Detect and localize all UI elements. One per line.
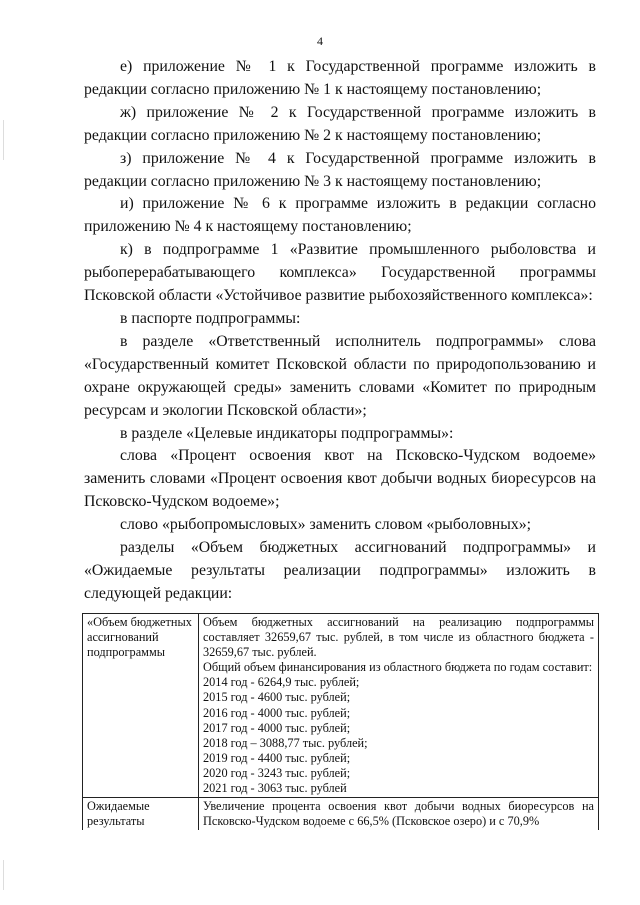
expected-results-label-cell: Ожидаемые результаты xyxy=(83,798,199,831)
paragraph-item-k: к) в подпрограмме 1 «Развитие промышленного рыболовства и рыбоперерабатывающего комплекса» Государственной программы Псковской области «Устойчивое развитие рыбохозяйственного комплекса»: xyxy=(84,241,596,305)
page-number: 4 xyxy=(317,34,323,48)
table-row-budget xyxy=(83,614,599,798)
budget-label-cell: «Объем бюджетных ассигнований подпрограммы xyxy=(83,614,199,798)
budget-yearly-intro: Общий объем финансирования из областного бюджета по годам составит: xyxy=(203,660,593,675)
budget-year-2015: 2015 год - 4600 тыс. рублей; xyxy=(203,690,351,705)
budget-year-2018: 2018 год – 3088,77 тыс. рублей; xyxy=(203,735,368,750)
budget-year-2014: 2014 год - 6264,9 тыс. рублей; xyxy=(203,675,360,690)
budget-total-text: Объем бюджетных ассигнований на реализацию подпрограммы составляет 32659,67 тыс. рублей, в том числе из областного бюджета - 32659,67 тыс. рублей. xyxy=(203,615,594,660)
paragraph-item-e: е) приложение № 1 к Государственной программе изложить в редакции согласно приложению № 1 к настоящему постановлению; xyxy=(84,58,596,98)
paragraph-quota-words: слова «Процент освоения квот на Псковско-Чудском водоеме» заменить словами «Процент освоения квот добычи водных биоресурсов на Псковско-Чудском водоеме»; xyxy=(84,447,596,511)
budget-year-2020: 2020 год - 3243 тыс. рублей; xyxy=(203,765,351,780)
budget-content-cell xyxy=(199,614,599,798)
expected-results-content-cell xyxy=(199,798,599,831)
budget-year-2019: 2019 год - 4400 тыс. рублей; xyxy=(203,750,351,765)
budget-year-2021: 2021 год - 3063 тыс. рублей xyxy=(203,781,347,796)
scan-edge-mark xyxy=(3,860,4,890)
scan-edge-mark xyxy=(3,120,4,160)
expected-results-text: Увеличение процента освоения квот добычи водных биоресурсов на Псковско-Чудском водоеме с 66,5% (Псковское озеро) и с 70,9% xyxy=(203,799,594,829)
paragraph-target-indicators: в разделе «Целевые индикаторы подпрограммы»: xyxy=(120,424,454,442)
paragraph-passport-intro: в паспорте подпрограммы: xyxy=(120,309,301,327)
paragraph-responsible-executor: в разделе «Ответственный исполнитель подпрограммы» слова «Государственный комитет Псковской области по природопользованию и охране окружающей среды» заменить словами «Комитет по природным ресурсам и экологии Псковской области»; xyxy=(84,332,596,419)
paragraph-item-z: з) приложение № 4 к Государственной программе изложить в редакции согласно приложению № 3 к настоящему постановлению; xyxy=(84,149,596,190)
table-row-expected-results xyxy=(83,798,599,831)
subprogram-passport-table xyxy=(82,613,599,830)
document-body xyxy=(84,56,596,606)
paragraph-item-zh: ж) приложение № 2 к Государственной программе изложить в редакции согласно приложению № 2 к настоящему постановлению; xyxy=(84,103,596,144)
paragraph-item-i: и) приложение № 6 к программе изложить в редакции согласно приложению № 4 к настоящему постановлению; xyxy=(84,195,596,236)
budget-year-2016: 2016 год - 4000 тыс. рублей; xyxy=(203,705,351,720)
budget-year-2017: 2017 год - 4000 тыс. рублей; xyxy=(203,720,351,735)
paragraph-sections-new-edition: разделы «Объем бюджетных ассигнований подпрограммы» и «Ожидаемые результаты реализации подпрограммы» изложить в следующей редакции: xyxy=(84,539,596,602)
paragraph-fishing-word: слово «рыбопромысловых» заменить словом «рыболовных»; xyxy=(120,516,532,534)
